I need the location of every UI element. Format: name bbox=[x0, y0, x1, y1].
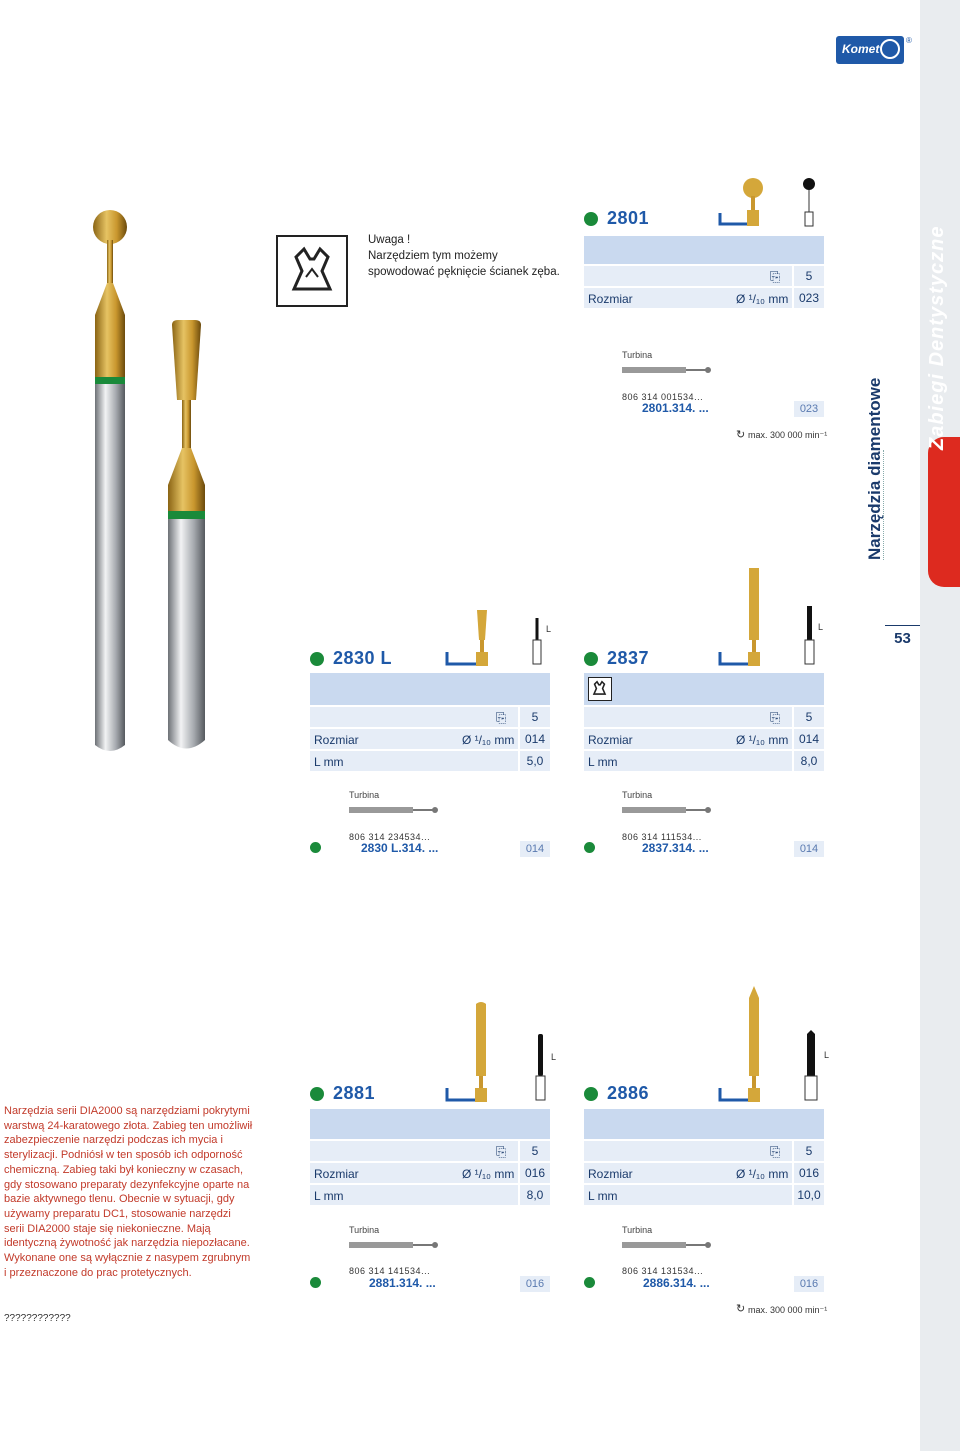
turbina-label: Turbina bbox=[349, 790, 380, 800]
turbina-label: Turbina bbox=[622, 350, 653, 360]
footer-marks: ???????????? bbox=[4, 1313, 71, 1324]
order-code: 2830 L.314. ... bbox=[361, 841, 439, 855]
dia2000-description: Narzędzia serii DIA2000 są narzędziami pokrytymi warstwą 24-karatowego złota. Zabieg ten umożliwił zabezpieczenie narzędzi podczas ich mycia i sterylizacji. Podniósł w ten sposób ich odporność chemiczną. Zabieg taki był konieczny w czasach, gdy stosowano preparaty dezynfekcyjne oparte na bazie aktywnego tlenu. Obecnie w sytuacji, gdy używamy preparatu DC1, stosowanie narzędzi serii DIA2000 staje się niekonieczne. Mają identyczną żywotność jak narzędzia niepozłacane. Wykonane one są wyłącznie z nasypem zgrubnym i przeznaczone do prac protetycznych. bbox=[4, 1105, 253, 1279]
round-bur-shank bbox=[95, 384, 125, 724]
warning-text: Uwaga ! Narzędziem tym możemy spowodować pęknięcie ścianek zęba. bbox=[368, 234, 560, 278]
pack-value: 5 bbox=[794, 1141, 824, 1161]
pack-icon: ⎘ bbox=[770, 710, 781, 725]
order-marker bbox=[310, 1277, 321, 1288]
product-banner bbox=[310, 1109, 550, 1139]
turbina-label: Turbina bbox=[349, 1225, 380, 1235]
warning-icon bbox=[588, 677, 612, 701]
order-marker bbox=[584, 842, 595, 853]
chapter-title: Zabiegi Dentystyczne bbox=[926, 225, 948, 450]
turbina-label: Turbina bbox=[622, 790, 653, 800]
pack-row bbox=[584, 1141, 792, 1161]
order-size: 014 bbox=[520, 841, 550, 857]
chapter-tab bbox=[928, 437, 960, 587]
size-value: 014 bbox=[794, 729, 824, 749]
product-marker bbox=[584, 212, 598, 226]
product-number: 2881 bbox=[333, 1083, 376, 1103]
bur-profile-drawing bbox=[718, 566, 828, 668]
order-marker bbox=[584, 1277, 595, 1288]
size-row: Rozmiar Ø ¹/₁₀ mm bbox=[584, 1163, 792, 1183]
pack-icon: ⎘ bbox=[496, 1144, 507, 1159]
size-row: Rozmiar Ø ¹/₁₀ mm bbox=[310, 1163, 518, 1183]
pear-bur-head bbox=[172, 320, 201, 400]
max-speed: max. 300 000 min⁻¹ bbox=[748, 430, 828, 440]
length-value: 5,0 bbox=[520, 751, 550, 771]
warning-icon bbox=[276, 235, 348, 307]
ref-code: 806 314 001534... bbox=[622, 392, 704, 402]
length-value: 8,0 bbox=[520, 1185, 550, 1205]
pack-row bbox=[310, 1141, 518, 1161]
size-value: 016 bbox=[520, 1163, 550, 1183]
product-marker bbox=[584, 1087, 598, 1101]
pack-row bbox=[584, 266, 792, 286]
pack-row bbox=[584, 707, 792, 727]
order-code: 2881.314. ... bbox=[369, 1276, 436, 1290]
order-code: 2837.314. ... bbox=[642, 841, 709, 855]
ref-code: 806 314 111534... bbox=[622, 832, 702, 842]
turbine-bur-drawing bbox=[349, 1239, 439, 1251]
product-number: 2801 bbox=[607, 208, 650, 228]
order-marker bbox=[310, 842, 321, 853]
product-marker bbox=[310, 652, 324, 666]
rotation-icon: ↻ bbox=[736, 1303, 746, 1315]
product-marker bbox=[584, 652, 598, 666]
komet-logo: Komet bbox=[836, 36, 904, 64]
l-marker: L bbox=[818, 622, 824, 632]
pack-icon: ⎘ bbox=[770, 269, 781, 284]
turbine-bur-drawing bbox=[349, 804, 439, 816]
ref-code: 806 314 141534... bbox=[349, 1266, 431, 1276]
length-value: 8,0 bbox=[794, 751, 824, 771]
rotation-icon: ↻ bbox=[736, 429, 746, 441]
ref-code: 806 314 131534... bbox=[622, 1266, 704, 1276]
length-row: L mm bbox=[584, 1185, 792, 1205]
length-row: L mm bbox=[584, 751, 792, 771]
pear-bur-shank bbox=[168, 519, 205, 729]
size-value: 023 bbox=[794, 288, 824, 308]
product-number: 2830 L bbox=[333, 648, 393, 668]
product-banner bbox=[584, 673, 824, 705]
bur-profile-drawing bbox=[445, 604, 555, 668]
pack-value: 5 bbox=[520, 707, 550, 727]
size-value: 014 bbox=[520, 729, 550, 749]
product-banner bbox=[584, 1109, 824, 1139]
pack-value: 5 bbox=[794, 266, 824, 286]
bur-illustration bbox=[80, 165, 230, 765]
length-row: L mm bbox=[310, 1185, 518, 1205]
turbine-bur-drawing bbox=[622, 804, 712, 816]
order-code: 2886.314. ... bbox=[643, 1276, 710, 1290]
size-row: Rozmiar Ø ¹/₁₀ mm bbox=[584, 729, 792, 749]
page-number: 53 bbox=[885, 625, 920, 647]
product-number: 2886 bbox=[607, 1083, 650, 1103]
registered-mark: ® bbox=[906, 36, 912, 45]
order-size: 016 bbox=[794, 1276, 824, 1292]
size-row: Rozmiar Ø ¹/₁₀ mm bbox=[584, 288, 792, 308]
section-title: Narzędzia diamentowe bbox=[865, 377, 884, 560]
bur-profile-drawing bbox=[718, 984, 828, 1104]
l-marker: L bbox=[824, 1050, 830, 1060]
pack-icon: ⎘ bbox=[770, 1144, 781, 1159]
product-marker bbox=[310, 1087, 324, 1101]
order-size: 023 bbox=[794, 401, 824, 417]
order-code: 2801.314. ... bbox=[642, 401, 709, 415]
pack-icon: ⎘ bbox=[496, 710, 507, 725]
bur-profile-drawing bbox=[718, 176, 828, 230]
product-banner bbox=[584, 236, 824, 264]
turbina-label: Turbina bbox=[622, 1225, 653, 1235]
l-marker: L bbox=[551, 1052, 557, 1062]
product-number: 2837 bbox=[607, 648, 650, 668]
pack-value: 5 bbox=[520, 1141, 550, 1161]
order-size: 016 bbox=[520, 1276, 550, 1292]
size-row: Rozmiar Ø ¹/₁₀ mm bbox=[310, 729, 518, 749]
size-value: 016 bbox=[794, 1163, 824, 1183]
swirl-icon bbox=[880, 39, 900, 59]
ref-code: 806 314 234534... bbox=[349, 832, 431, 842]
product-banner bbox=[310, 673, 550, 705]
round-bur-neck bbox=[107, 240, 113, 285]
divider bbox=[883, 450, 885, 560]
pack-value: 5 bbox=[794, 707, 824, 727]
pack-row bbox=[310, 707, 518, 727]
max-speed: max. 300 000 min⁻¹ bbox=[748, 1305, 828, 1315]
l-marker: L bbox=[546, 624, 552, 634]
turbine-bur-drawing bbox=[622, 364, 712, 376]
bur-profile-drawing bbox=[445, 1000, 555, 1104]
turbine-bur-drawing bbox=[622, 1239, 712, 1251]
length-value: 10,0 bbox=[794, 1185, 824, 1205]
length-row: L mm bbox=[310, 751, 518, 771]
order-size: 014 bbox=[794, 841, 824, 857]
round-bur-head bbox=[93, 210, 127, 244]
